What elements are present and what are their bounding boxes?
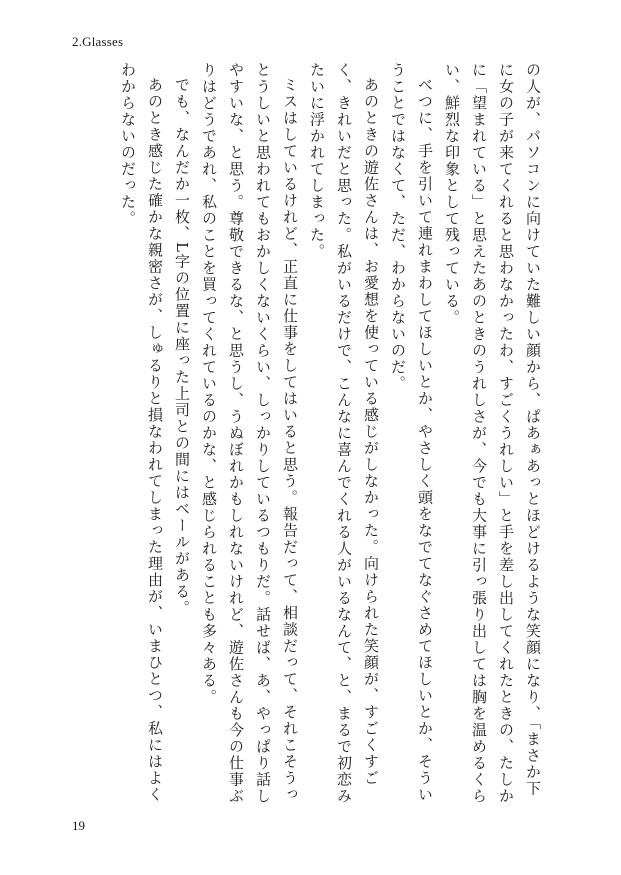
body-text-block [60, 62, 546, 807]
paragraph-5: でも、なんだか一枚、L字の位置に座った上司との間にはベールがある。 [173, 77, 191, 617]
paragraph-1: の人が、パソコンに向けていた難しい顔から、ぱあぁあっとほどけるような笑顔になり、「まさか下に女の子が来てくれると思わなかったわ、すごくうれしい」と手を差し出してくれたときの、たしかに「望まれている」と思えたあのときのうれしさが、今でも大事に引っ張り出しては胸を温めるくらい、鮮烈な印象として残っている。 [443, 62, 542, 805]
vertical-text [60, 62, 546, 807]
paragraph-6: あのとき感じた確かな親密さが、しゅるりと損なわれてしまった理由が、いまひとつ、私にはよくわからないのだった。 [119, 62, 164, 803]
paragraph-2: べつに、手を引いて連れまわしてほしいとか、やさしく頭をなでてなぐさめてほしいとか、そういうことではなくて、ただ、わからないのだ。 [389, 62, 434, 803]
paragraph-4: ミスはしているけれど、正直に仕事をしてはいると思う。報告だって、相談だって、それこそうっとうしいと思われてもおかしくないくらい、しっかりしているつもりだ。話せば、あ、やっぱり話しやすいな、と思う。尊敬できるな、と思うし、うぬぼれかもしれないけれど、遊佐さんも今の仕事ぶりはどうであれ、私のことを買ってくれているのかな、と感じられることも多々ある。 [200, 62, 299, 805]
paragraph-3: あのときの遊佐さんは、お愛想を使っている感じがしなかった。向けられた笑顔が、すごくすごく、きれいだと思った。私がいるだけで、こんなに喜んでくれる人がいるなんて、と、まるで初恋みたいに浮かれてしまった。 [308, 62, 380, 805]
running-head: 2.Glasses [72, 34, 124, 49]
page-number: 19 [72, 818, 85, 833]
